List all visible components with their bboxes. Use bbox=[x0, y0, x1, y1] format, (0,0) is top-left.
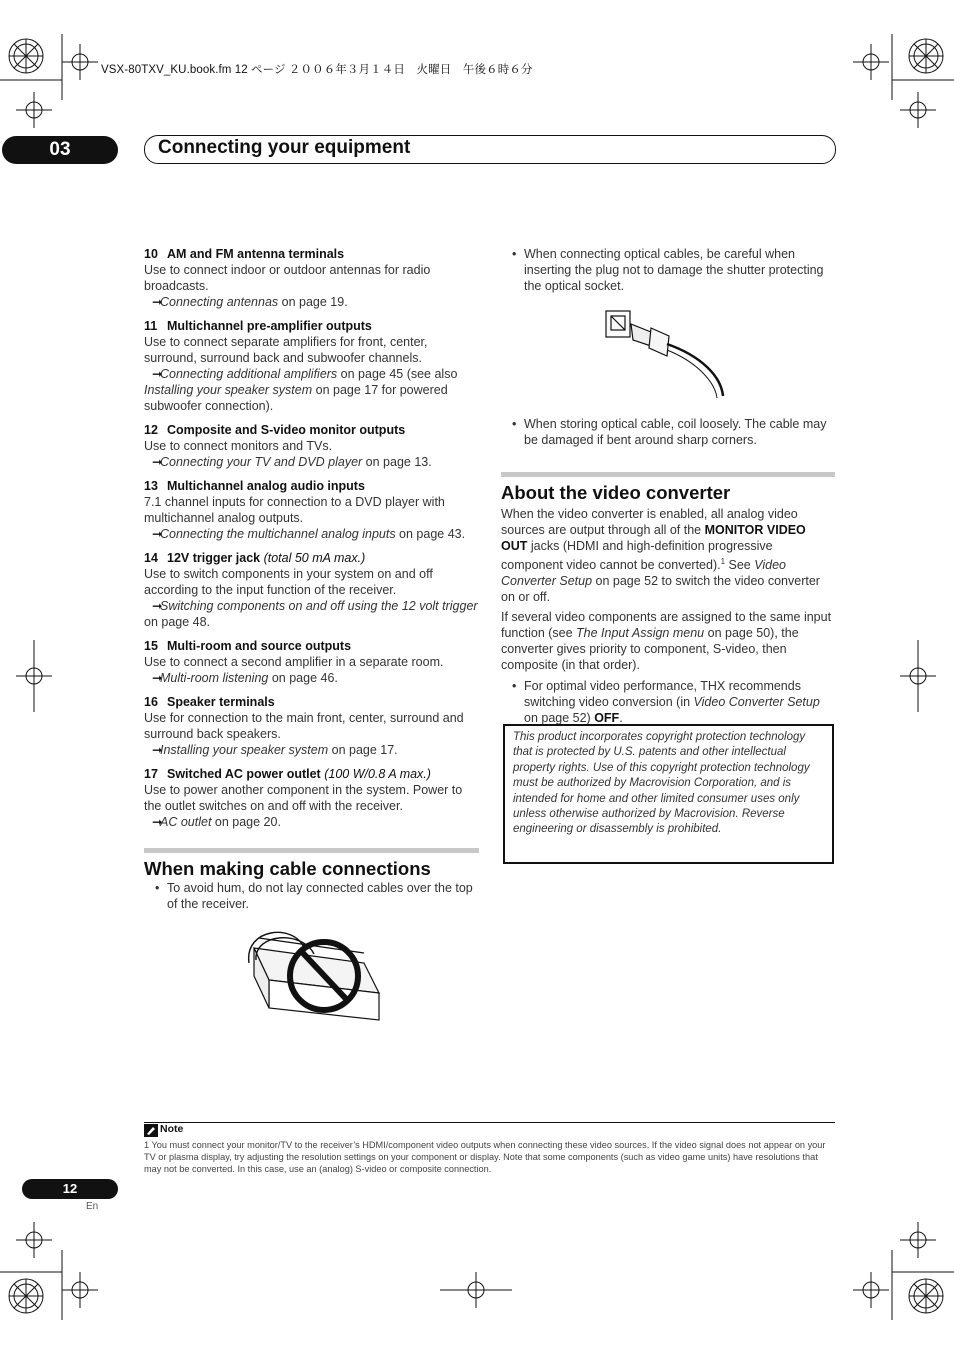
terminal-item-reference: ➞Connecting antennas on page 19. bbox=[152, 295, 348, 309]
terminal-item-reference: ➞Connecting your TV and DVD player on page 13. bbox=[152, 455, 432, 469]
terminal-item-heading: 16 Speaker terminals bbox=[144, 695, 275, 709]
terminal-item-reference: ➞Multi-room listening on page 46. bbox=[152, 671, 338, 685]
note-label: Note bbox=[160, 1123, 184, 1135]
copyright-notice-text: This product incorporates copyright protection technology that is protected by U.S. patents and other intellectual property rights. Use of this copyright protection technology must be authorized by Macrovision Corporation, and is intended for home and other limited consumer uses only unless otherwise authorized by Macrovision. Reverse engineering or disassembly is prohibited. bbox=[513, 731, 810, 836]
note-divider bbox=[144, 1122, 835, 1123]
terminal-item bbox=[144, 550, 479, 630]
terminal-item-heading: 10 AM and FM antenna terminals bbox=[144, 247, 345, 261]
terminal-item bbox=[144, 246, 479, 310]
terminal-item-heading: 13 Multichannel analog audio inputs bbox=[144, 479, 365, 493]
optical-cable-illustration bbox=[501, 306, 835, 406]
file-header: VSX-80TXV_KU.book.fm 12 ページ ２００６年３月１４日 火曜日 午後６時６分 bbox=[101, 64, 533, 76]
note-text: 1 You must connect your monitor/TV to the receiver’s HDMI/component video outputs when connecting these video sources. If the video signal does not appear on your TV or plasma display, try adjusting the resolution settings on your component or display. Note that some components (such as video game units) have resolutions that may not be converted. In this case, use an (analog) S-video or composite connection. bbox=[144, 1140, 826, 1174]
optical-insert-bullet: • When connecting optical cables, be careful when inserting the plug not to damage the shutter protecting the optical socket. bbox=[512, 247, 824, 293]
video-converter-paragraph-2: If several video components are assigned to the same input function (see The Input Assign menu on page 50), the converter gives priority to component, S-video, then composite (in that order). bbox=[501, 610, 832, 673]
right-column bbox=[501, 246, 835, 726]
section-divider bbox=[501, 472, 835, 477]
section-divider bbox=[144, 848, 479, 853]
receiver-with-cable-prohibited-illustration bbox=[144, 918, 479, 1028]
terminal-item bbox=[144, 478, 479, 542]
terminal-item bbox=[144, 766, 479, 830]
terminal-item-description: Use for connection to the main front, center, surround and surround back speakers. bbox=[144, 711, 464, 741]
terminal-item-description: Use to switch components in your system on and off according to the input function of the receiver. bbox=[144, 567, 433, 597]
terminal-item-description: Use to power another component in the system. Power to the outlet switches on and off with the receiver. bbox=[144, 783, 463, 813]
cable-section-heading: When making cable connections bbox=[144, 858, 431, 879]
terminal-list bbox=[144, 246, 479, 830]
terminal-item-heading: 15 Multi-room and source outputs bbox=[144, 639, 352, 653]
terminal-item-description: Use to connect monitors and TVs. bbox=[144, 439, 333, 453]
terminal-item bbox=[144, 422, 479, 470]
left-column bbox=[144, 246, 479, 1028]
terminal-item bbox=[144, 638, 479, 686]
page-language: En bbox=[86, 1201, 99, 1212]
terminal-item-heading: 14 12V trigger jack (total 50 mA max.) bbox=[144, 551, 366, 565]
chapter-title: Connecting your equipment bbox=[158, 137, 411, 158]
terminal-item-description: Use to connect indoor or outdoor antennas for radio broadcasts. bbox=[144, 263, 431, 293]
terminal-item bbox=[144, 318, 479, 414]
terminal-item-description: 7.1 channel inputs for connection to a DVD player with multichannel analog outputs. bbox=[144, 495, 445, 525]
video-converter-heading: About the video converter bbox=[501, 482, 731, 503]
optical-storage-bullet: • When storing optical cable, coil loosely. The cable may be damaged if bent around sharp corners. bbox=[512, 417, 827, 447]
chapter-number-badge: 03 bbox=[2, 136, 118, 164]
terminal-item-heading: 12 Composite and S-video monitor outputs bbox=[144, 423, 406, 437]
terminal-item-reference: ➞Connecting the multichannel analog inputs on page 43. bbox=[152, 527, 466, 541]
page-number-badge: 12 bbox=[22, 1179, 118, 1199]
terminal-item-reference: ➞AC outlet on page 20. bbox=[152, 815, 281, 829]
terminal-item-heading: 11 Multichannel pre-amplifier outputs bbox=[144, 319, 372, 333]
terminal-item-reference: ➞Connecting additional amplifiers on page 45 (see also Installing your speaker system on page 17 for powered subwoofer connection). bbox=[144, 367, 458, 413]
terminal-item-description: Use to connect separate amplifiers for front, center, surround, surround back and subwoofer channels. bbox=[144, 335, 428, 365]
terminal-item-reference: ➞Switching components on and off using the 12 volt trigger on page 48. bbox=[144, 599, 478, 629]
terminal-item-reference: ➞Installing your speaker system on page 17. bbox=[152, 743, 398, 757]
note-pencil-icon bbox=[144, 1124, 158, 1137]
video-converter-paragraph-1: When the video converter is enabled, all analog video sources are output through all of the MONITOR VIDEO OUT jacks (HDMI and high-definition progressive component video cannot be converted).$^1$ See Video Converter Setup on page 52 to switch the video converter on or off. bbox=[501, 507, 820, 605]
terminal-item-description: Use to connect a second amplifier in a separate room. bbox=[144, 655, 444, 669]
terminal-item bbox=[144, 694, 479, 758]
terminal-item-heading: 17 Switched AC power outlet (100 W/0.8 A max.) bbox=[144, 767, 431, 781]
cable-bullet: • To avoid hum, do not lay connected cables over the top of the receiver. bbox=[155, 881, 473, 911]
thx-recommendation-bullet: • For optimal video performance, THX recommends switching video conversion (in Video Converter Setup on page 52) OFF. bbox=[512, 679, 820, 726]
